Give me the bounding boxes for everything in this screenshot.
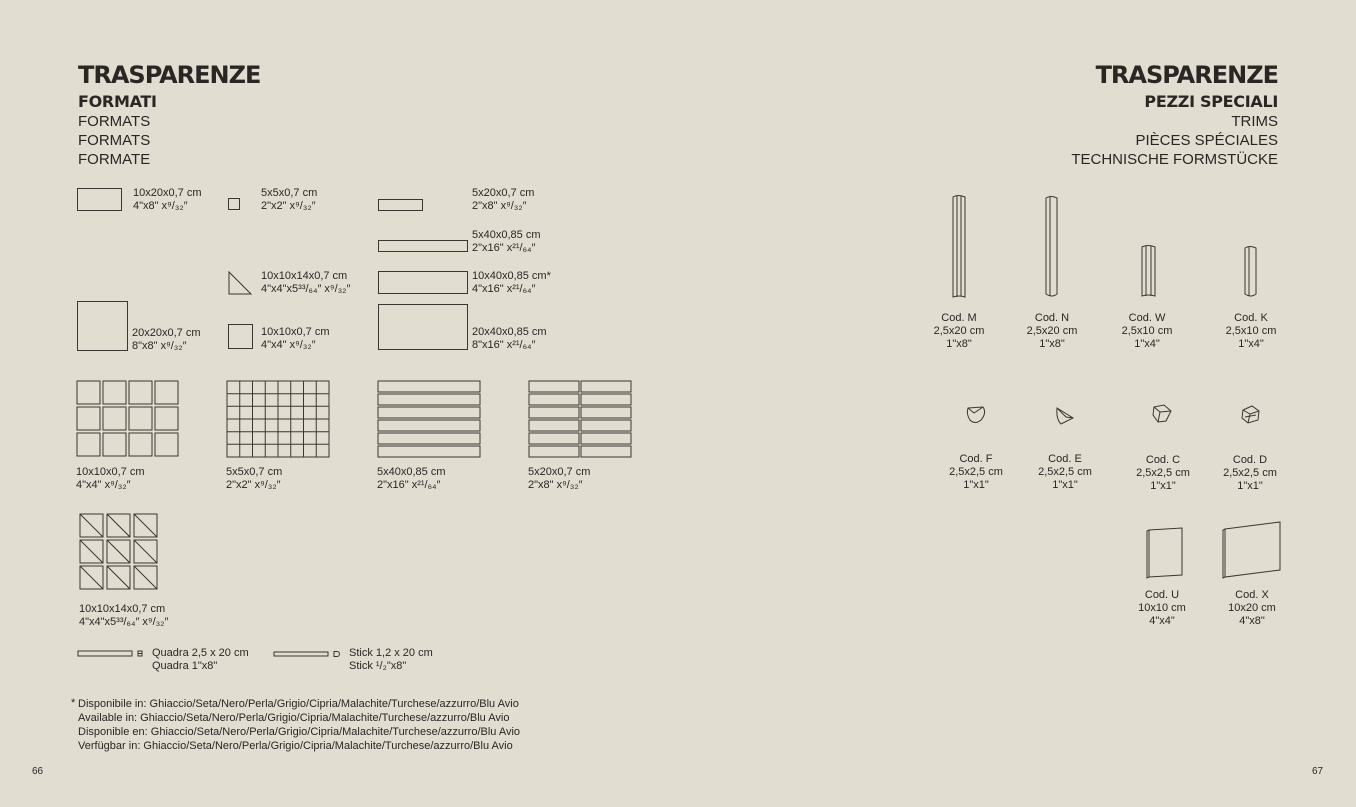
trim-X-drawing: [1221, 521, 1283, 579]
tile-10x40: [378, 271, 468, 294]
right-lang-de: TECHNISCHE FORMSTÜCKE: [1071, 151, 1278, 168]
mosaic-label: 5x5x0,7 cm 2"x2" x⁹/₃₂″: [226, 466, 283, 491]
trim-K-drawing: [1243, 245, 1259, 299]
tile-triangle: [228, 271, 252, 295]
trim-U-drawing: [1146, 527, 1186, 579]
left-subtitle: FORMATI: [78, 92, 157, 111]
left-brand-title: TRASPARENZE: [78, 61, 261, 89]
format-label: 20x40x0,85 cm 8"x16" x²¹/₆₄″: [472, 326, 547, 351]
trim-C-label: Cod. C 2,5x2,5 cm 1"x1": [1136, 454, 1190, 492]
trim-N-label: Cod. N 2,5x20 cm 1"x8": [1026, 312, 1078, 350]
mosaic-10x10: [76, 380, 180, 458]
trim-E-drawing: [1053, 405, 1077, 427]
left-lang-fr: FORMATS: [78, 113, 151, 130]
trim-D-drawing: [1239, 404, 1263, 426]
page-number-left: 66: [32, 766, 44, 777]
availability-asterisk: *: [71, 697, 76, 709]
trim-F-drawing: [965, 404, 989, 426]
left-lang-en: FORMATS: [78, 132, 151, 149]
format-label: 5x5x0,7 cm 2"x2" x⁹/₃₂″: [261, 187, 318, 212]
trim-E-label: Cod. E 2,5x2,5 cm 1"x1": [1038, 453, 1092, 491]
mosaic-5x5: [226, 380, 330, 458]
trim-D-label: Cod. D 2,5x2,5 cm 1"x1": [1223, 454, 1277, 492]
trim-X-label: Cod. X 10x20 cm 4"x8": [1228, 589, 1276, 627]
tile-10x10: [228, 324, 253, 349]
right-brand-title: TRASPARENZE: [1095, 61, 1278, 89]
quadra-label: Quadra 2,5 x 20 cm Quadra 1"x8": [152, 647, 249, 672]
tile-10x20: [77, 188, 122, 211]
mosaic-label: 5x20x0,7 cm 2"x8" x⁹/₃₂″: [528, 466, 591, 491]
trim-M-drawing: [951, 194, 969, 300]
format-label: 10x10x14x0,7 cm 4"x4"x5³³/₆₄″ x⁹/₃₂″: [261, 270, 351, 295]
mosaic-label: 10x10x0,7 cm 4"x4" x⁹/₃₂″: [76, 466, 145, 491]
format-label: 10x20x0,7 cm 4"x8" x⁹/₃₂″: [133, 187, 202, 212]
trim-F-label: Cod. F 2,5x2,5 cm 1"x1": [949, 453, 1003, 491]
stick-drawing: [273, 649, 343, 659]
trim-M-label: Cod. M 2,5x20 cm 1"x8": [933, 312, 985, 350]
trim-W-label: Cod. W 2,5x10 cm 1"x4": [1121, 312, 1173, 350]
trim-W-drawing: [1140, 244, 1158, 300]
format-label: 10x40x0,85 cm* 4"x16" x²¹/₆₄″: [472, 270, 551, 295]
left-lang-de: FORMATE: [78, 151, 151, 168]
tile-5x5: [228, 198, 240, 210]
tile-5x20: [378, 199, 423, 211]
right-lang-en: TRIMS: [1231, 113, 1278, 130]
format-label: 5x20x0,7 cm 2"x8" x⁹/₃₂″: [472, 187, 535, 212]
page-number-right: 67: [1312, 766, 1324, 777]
trim-K-label: Cod. K 2,5x10 cm 1"x4": [1225, 312, 1277, 350]
stick-label: Stick 1,2 x 20 cm Stick ¹/₂"x8": [349, 647, 433, 672]
trim-C-drawing: [1150, 403, 1174, 425]
tile-20x40: [378, 304, 468, 350]
trim-N-drawing: [1044, 195, 1060, 299]
format-label: 5x40x0,85 cm 2"x16" x²¹/₆₄″: [472, 229, 541, 254]
tile-20x20: [77, 301, 128, 351]
format-label: 20x20x0,7 cm 8"x8" x⁹/₃₂″: [132, 327, 201, 352]
availability-note: Disponibile in: Ghiaccio/Seta/Nero/Perla/Grigio/Cipria/Malachite/Turchese/azzurro/Blu Avio Available in: Ghiaccio/Seta/Nero/Perla/Grigio/Cipria/Malachite/Turchese/azzurro/Blu Avio Disponible en: Ghiaccio/Seta/Nero/Perla/Grigio/Cipria/Malachite/Turchese/azzurro/Blu Avio Verfügbar in: Ghiaccio/Seta/Nero/Perla/Grigio/Cipria/Malachite/Turchese/azzurro/Blu Avio: [78, 698, 521, 752]
mosaic-5x20: [528, 380, 632, 458]
format-label: 10x10x0,7 cm 4"x4" x⁹/₃₂″: [261, 326, 330, 351]
tile-5x40: [378, 240, 468, 252]
trim-U-label: Cod. U 10x10 cm 4"x4": [1138, 589, 1186, 627]
right-subtitle: PEZZI SPECIALI: [1144, 92, 1278, 111]
mosaic-5x40: [377, 380, 481, 458]
quadra-stick-drawing: [77, 649, 147, 659]
mosaic-label: 10x10x14x0,7 cm 4"x4"x5³³/₆₄″ x⁹/₃₂″: [79, 603, 169, 628]
right-lang-fr: PIÈCES SPÉCIALES: [1135, 132, 1278, 149]
mosaic-label: 5x40x0,85 cm 2"x16" x²¹/₆₄″: [377, 466, 446, 491]
mosaic-triangles: [79, 513, 160, 591]
